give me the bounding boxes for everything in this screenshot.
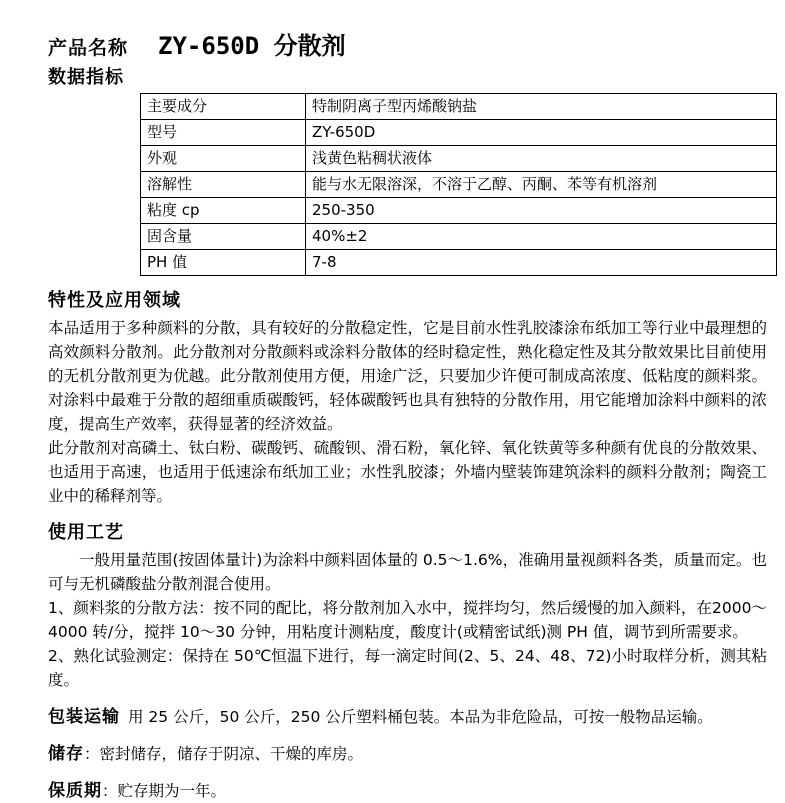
document-header xyxy=(48,26,767,61)
usage-step-2: 2、熟化试验测定：保持在 50℃恒温下进行，每一滴定时间(2、5、24、48、72)小时取样分析，测其粘度。 xyxy=(48,647,767,689)
features-paragraph-1: 本品适用于多种颜料的分散，具有较好的分散稳定性，它是目前水性乳胶漆涂布纸加工等行业中最理想的高效颜料分散剂。此分散剂对分散颜料或涂料分散体的经时稳定性，熟化稳定性及其分散效果比目前使用的无机分散剂更为优越。此分散剂使用方便，用途广泛，只要加少许便可制成高浓度、低粘度的颜料浆。对涂料中最难于分散的超细重质碳酸钙，轻体碳酸钙也具有独特的分散作用，用它能增加涂料中颜料的浓度，提高生产效率，获得显著的经济效益。 xyxy=(48,319,767,433)
spec-key: 溶解性 xyxy=(141,172,306,198)
spec-key: PH 值 xyxy=(141,250,306,276)
spec-value: 浅黄色粘稠状液体 xyxy=(306,146,777,172)
spec-key: 粘度 cp xyxy=(141,198,306,224)
shelf-life-heading: 保质期 xyxy=(48,781,102,801)
storage-heading: 储存 xyxy=(48,744,84,764)
packaging-heading: 包装运输 xyxy=(48,707,120,727)
storage-text: ：密封储存，储存于阴凉、干燥的库房。 xyxy=(84,745,364,763)
product-name-label: 产品名称 xyxy=(48,37,129,59)
table-row xyxy=(141,94,777,120)
usage-step-1: 1、颜料浆的分散方法：按不同的配比，将分散剂加入水中，搅拌均匀，然后缓慢的加入颜料，在2000～4000 转/分，搅拌 10～30 分钟，用粘度计测粘度，酸度计(或精密试纸)测 PH 值，调节到所需要求。 xyxy=(48,599,767,641)
data-index-label: 数据指标 xyxy=(48,67,124,88)
spec-value: 能与水无限溶深，不溶于乙醇、丙酮、苯等有机溶剂 xyxy=(306,172,777,198)
spec-key: 型号 xyxy=(141,120,306,146)
table-row xyxy=(141,224,777,250)
table-row xyxy=(141,146,777,172)
spec-key: 主要成分 xyxy=(141,94,306,120)
spec-value: 250-350 xyxy=(306,198,777,224)
spec-value: 7-8 xyxy=(306,250,777,276)
features-heading: 特性及应用领域 xyxy=(48,290,181,311)
packaging-section xyxy=(48,702,767,729)
table-row xyxy=(141,198,777,224)
spec-key: 固含量 xyxy=(141,224,306,250)
spec-value: 特制阴离子型丙烯酸钠盐 xyxy=(306,94,777,120)
table-row xyxy=(141,250,777,276)
table-row xyxy=(141,172,777,198)
spec-key: 外观 xyxy=(141,146,306,172)
table-row xyxy=(141,120,777,146)
usage-intro: 一般用量范围(按固体量计)为涂料中颜料固体量的 0.5～1.6%，准确用量视颜料各类，质量而定。也可与无机磷酸盐分散剂混合使用。 xyxy=(48,551,767,593)
shelf-life-text: ：贮存期为一年。 xyxy=(102,782,227,800)
page-title: ZY-650D 分散剂 xyxy=(158,32,346,60)
spec-value: ZY-650D xyxy=(306,120,777,146)
storage-section xyxy=(48,739,767,766)
shelf-life-section xyxy=(48,776,767,803)
features-paragraph-2: 此分散剂对高磷土、钛白粉、碳酸钙、硫酸钡、滑石粉，氧化锌、氧化铁黄等多种颜有优良的分散效果、也适用于高速，也适用于低速涂布纸加工业；水性乳胶漆；外墙内壁装饰建筑涂料的颜料分散剂；陶瓷工业中的稀释剂等。 xyxy=(48,439,767,505)
specification-table xyxy=(140,93,777,276)
usage-heading: 使用工艺 xyxy=(48,522,124,543)
packaging-text: 用 25 公斤，50 公斤，250 公斤塑料桶包装。本品为非危险品，可按一般物品运输。 xyxy=(128,708,713,726)
spec-value: 40%±2 xyxy=(306,224,777,250)
